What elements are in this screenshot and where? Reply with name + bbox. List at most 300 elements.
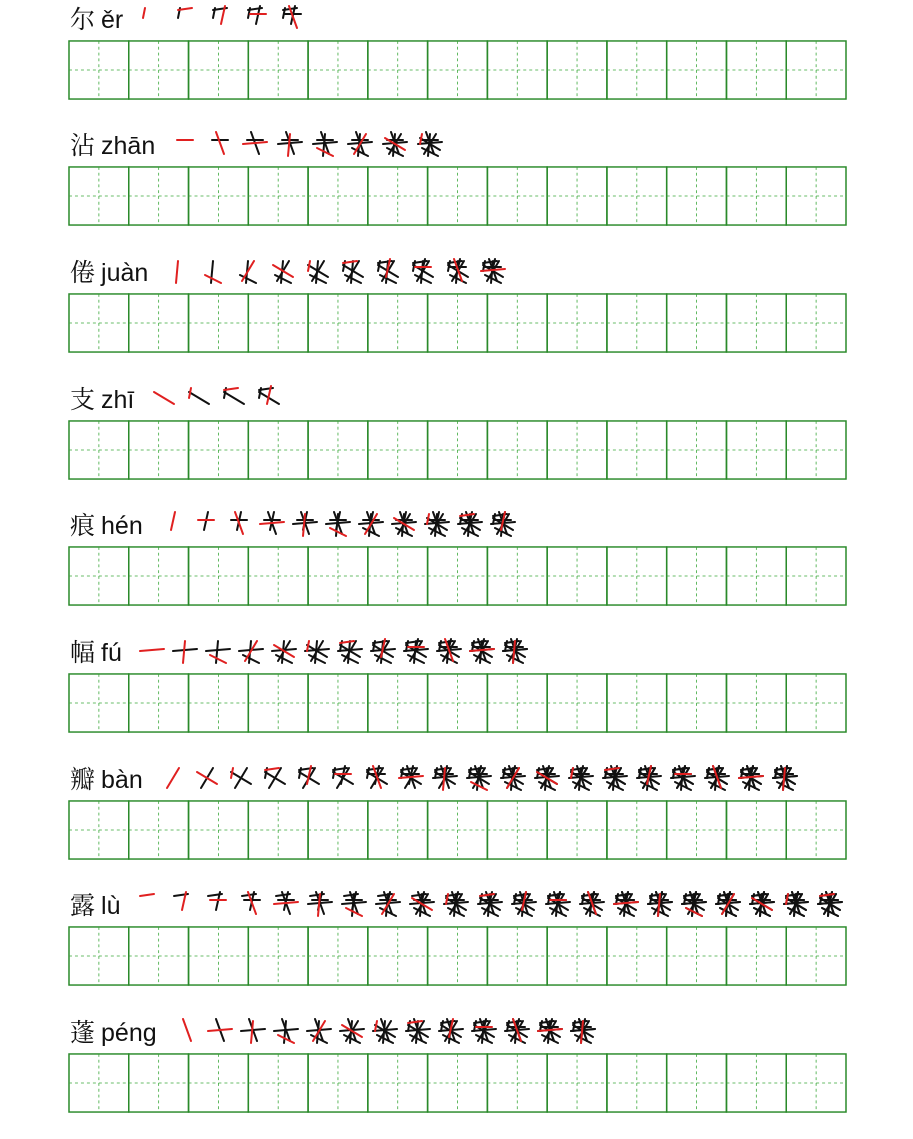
hanzi-character: 尔 [70, 5, 96, 34]
writing-cell[interactable] [189, 167, 249, 225]
stroke-glyph-icon [306, 890, 336, 920]
writing-cell[interactable] [607, 801, 667, 859]
writing-cell[interactable] [248, 674, 308, 732]
writing-cell[interactable] [189, 674, 249, 732]
stroke-step [423, 510, 456, 542]
writing-cell[interactable] [308, 294, 368, 352]
stroke-glyph-icon [324, 510, 354, 540]
stroke-step [192, 510, 225, 542]
writing-cell[interactable] [667, 1054, 727, 1112]
stroke-step [164, 257, 199, 289]
stroke-glyph-icon [536, 1017, 566, 1047]
writing-cell[interactable] [69, 294, 129, 352]
writing-cell[interactable] [547, 41, 607, 99]
writing-cell[interactable] [487, 41, 547, 99]
writing-cell[interactable] [248, 927, 308, 985]
stroke-step [476, 890, 510, 922]
stroke-glyph-icon [272, 890, 302, 920]
writing-cell[interactable] [428, 674, 488, 732]
entry-heading [70, 506, 522, 546]
writing-cell[interactable] [368, 421, 428, 479]
stroke-glyph-icon [234, 257, 264, 287]
practice-grid [68, 926, 847, 986]
stroke-glyph-icon [346, 130, 376, 160]
writing-cell[interactable] [487, 801, 547, 859]
writing-cell[interactable] [726, 294, 786, 352]
writing-cell[interactable] [428, 547, 488, 605]
writing-cell[interactable] [129, 927, 189, 985]
stroke-glyph-icon [150, 384, 180, 414]
stroke-glyph-icon [437, 1017, 467, 1047]
stroke-glyph-icon [206, 130, 236, 160]
stroke-order-sequence [171, 130, 451, 162]
writing-cell[interactable] [607, 1054, 667, 1112]
writing-cell[interactable] [69, 801, 129, 859]
pinyin-label: ěr [101, 6, 124, 34]
stroke-glyph-icon [272, 1017, 302, 1047]
stroke-step [170, 890, 204, 922]
practice-grid [68, 1053, 847, 1113]
stroke-step [503, 1017, 536, 1049]
writing-cell[interactable] [308, 674, 368, 732]
stroke-step [390, 510, 423, 542]
stroke-glyph-icon [371, 1017, 401, 1047]
stroke-step [150, 384, 185, 416]
writing-cell[interactable] [786, 547, 846, 605]
stroke-glyph-icon [227, 764, 257, 794]
stroke-step [204, 890, 238, 922]
stroke-glyph-icon [305, 1017, 335, 1047]
writing-cell[interactable] [726, 167, 786, 225]
writing-cell[interactable] [428, 421, 488, 479]
writing-cell[interactable] [786, 674, 846, 732]
stroke-step [204, 637, 237, 669]
stroke-glyph-icon [311, 130, 341, 160]
stroke-glyph-icon [279, 4, 309, 34]
stroke-glyph-icon [269, 257, 299, 287]
stroke-glyph-icon [357, 510, 387, 540]
writing-cell[interactable] [189, 801, 249, 859]
writing-cell[interactable] [308, 927, 368, 985]
stroke-step [501, 637, 534, 669]
writing-cell[interactable] [547, 167, 607, 225]
stroke-glyph-icon [340, 890, 370, 920]
writing-cell[interactable] [248, 167, 308, 225]
stroke-step [336, 637, 369, 669]
stroke-step [470, 1017, 503, 1049]
stroke-glyph-icon [329, 764, 359, 794]
pinyin-label: zhī [101, 386, 135, 414]
stroke-glyph-icon [199, 257, 229, 287]
stroke-glyph-icon [241, 130, 271, 160]
stroke-step [258, 510, 291, 542]
stroke-step [578, 890, 612, 922]
writing-cell[interactable] [726, 801, 786, 859]
stroke-step [703, 764, 737, 796]
stroke-glyph-icon [680, 890, 710, 920]
stroke-glyph-icon [501, 637, 531, 667]
writing-cell[interactable] [667, 801, 727, 859]
writing-cell[interactable] [547, 1054, 607, 1112]
stroke-order-sequence [159, 764, 805, 796]
stroke-step [737, 764, 771, 796]
stroke-glyph-icon [669, 764, 699, 794]
stroke-step [816, 890, 850, 922]
stroke-step [239, 1017, 272, 1049]
character-entry [0, 633, 913, 759]
stroke-glyph-icon [533, 764, 563, 794]
stroke-glyph-icon [470, 1017, 500, 1047]
stroke-step [279, 4, 314, 36]
stroke-glyph-icon [138, 637, 168, 667]
stroke-step [431, 764, 465, 796]
writing-cell[interactable] [726, 1054, 786, 1112]
stroke-step [340, 890, 374, 922]
stroke-step [669, 764, 703, 796]
stroke-glyph-icon [174, 4, 204, 34]
stroke-glyph-icon [703, 764, 733, 794]
writing-cell[interactable] [308, 547, 368, 605]
stroke-step [397, 764, 431, 796]
stroke-glyph-icon [748, 890, 778, 920]
writing-cell[interactable] [189, 294, 249, 352]
stroke-glyph-icon [193, 764, 223, 794]
stroke-glyph-icon [291, 510, 321, 540]
stroke-glyph-icon [220, 384, 250, 414]
stroke-glyph-icon [646, 890, 676, 920]
character-entry [0, 506, 913, 632]
stroke-glyph-icon [499, 764, 529, 794]
pinyin-label: juàn [101, 259, 149, 287]
writing-cell[interactable] [248, 801, 308, 859]
stroke-step [171, 637, 204, 669]
stroke-glyph-icon [170, 890, 200, 920]
writing-cell[interactable] [69, 421, 129, 479]
practice-grid [68, 166, 847, 226]
writing-cell[interactable] [428, 41, 488, 99]
stroke-step [324, 510, 357, 542]
character-entry [0, 126, 913, 252]
writing-cell[interactable] [129, 167, 189, 225]
stroke-glyph-icon [714, 890, 744, 920]
writing-cell[interactable] [607, 547, 667, 605]
stroke-glyph-icon [139, 4, 169, 34]
writing-cell[interactable] [129, 801, 189, 859]
stroke-step [276, 130, 311, 162]
stroke-step [199, 257, 234, 289]
stroke-glyph-icon [225, 510, 255, 540]
stroke-step [714, 890, 748, 922]
writing-cell[interactable] [129, 41, 189, 99]
writing-cell[interactable] [547, 421, 607, 479]
writing-cell[interactable] [667, 927, 727, 985]
stroke-glyph-icon [782, 890, 812, 920]
stroke-step [339, 257, 374, 289]
stroke-step [363, 764, 397, 796]
pinyin-label: fú [101, 639, 122, 667]
entry-heading [70, 633, 534, 673]
stroke-glyph-icon [503, 1017, 533, 1047]
writing-cell[interactable] [607, 927, 667, 985]
writing-cell[interactable] [189, 927, 249, 985]
writing-cell[interactable] [667, 41, 727, 99]
writing-cell[interactable] [69, 167, 129, 225]
stroke-step [270, 637, 303, 669]
character-entry [0, 380, 913, 506]
writing-cell[interactable] [368, 547, 428, 605]
stroke-glyph-icon [435, 637, 465, 667]
stroke-step [748, 890, 782, 922]
stroke-step [369, 637, 402, 669]
writing-cell[interactable] [786, 1054, 846, 1112]
stroke-glyph-icon [416, 130, 446, 160]
writing-cell[interactable] [667, 674, 727, 732]
stroke-step [374, 257, 409, 289]
writing-cell[interactable] [368, 1054, 428, 1112]
writing-cell[interactable] [368, 927, 428, 985]
writing-cell[interactable] [368, 674, 428, 732]
stroke-order-sequence [164, 257, 514, 289]
writing-cell[interactable] [607, 41, 667, 99]
stroke-step [479, 257, 514, 289]
stroke-step [261, 764, 295, 796]
writing-cell[interactable] [726, 421, 786, 479]
writing-cell[interactable] [487, 547, 547, 605]
stroke-glyph-icon [204, 637, 234, 667]
writing-cell[interactable] [786, 41, 846, 99]
stroke-glyph-icon [456, 510, 486, 540]
writing-cell[interactable] [308, 1054, 368, 1112]
hanzi-character: 支 [70, 385, 96, 414]
writing-cell[interactable] [786, 927, 846, 985]
writing-cell[interactable] [487, 674, 547, 732]
pinyin-label: bàn [101, 766, 143, 794]
stroke-glyph-icon [185, 384, 215, 414]
writing-cell[interactable] [189, 41, 249, 99]
stroke-step [272, 890, 306, 922]
stroke-step [185, 384, 220, 416]
stroke-step [499, 764, 533, 796]
writing-cell[interactable] [368, 801, 428, 859]
stroke-glyph-icon [363, 764, 393, 794]
writing-cell[interactable] [428, 1054, 488, 1112]
writing-cell[interactable] [428, 801, 488, 859]
pinyin-label: lù [101, 892, 121, 920]
writing-cell[interactable] [308, 421, 368, 479]
writing-cell[interactable] [189, 421, 249, 479]
writing-cell[interactable] [786, 421, 846, 479]
writing-cell[interactable] [129, 1054, 189, 1112]
writing-cell[interactable] [308, 801, 368, 859]
writing-cell[interactable] [69, 674, 129, 732]
writing-cell[interactable] [726, 547, 786, 605]
stroke-step [442, 890, 476, 922]
writing-cell[interactable] [69, 547, 129, 605]
writing-cell[interactable] [428, 167, 488, 225]
entry-heading [70, 1013, 602, 1053]
writing-cell[interactable] [607, 674, 667, 732]
writing-cell[interactable] [547, 294, 607, 352]
stroke-glyph-icon [423, 510, 453, 540]
writing-cell[interactable] [248, 294, 308, 352]
stroke-step [468, 637, 501, 669]
writing-cell[interactable] [786, 167, 846, 225]
stroke-glyph-icon [578, 890, 608, 920]
writing-cell[interactable] [308, 167, 368, 225]
practice-grid [68, 673, 847, 733]
stroke-order-sequence [138, 637, 534, 669]
writing-cell[interactable] [726, 674, 786, 732]
writing-cell[interactable] [368, 167, 428, 225]
stroke-step [136, 890, 170, 922]
writing-cell[interactable] [607, 294, 667, 352]
pinyin-label: hén [101, 512, 143, 540]
writing-cell[interactable] [547, 927, 607, 985]
stroke-step [227, 764, 261, 796]
writing-cell[interactable] [368, 294, 428, 352]
hanzi-character: 痕 [70, 511, 96, 540]
stroke-glyph-icon [238, 890, 268, 920]
hanzi-character: 瓣 [70, 765, 96, 794]
writing-cell[interactable] [69, 41, 129, 99]
stroke-glyph-icon [465, 764, 495, 794]
hanzi-character: 幅 [70, 638, 96, 667]
writing-cell[interactable] [607, 421, 667, 479]
stroke-step [193, 764, 227, 796]
hanzi-character: 倦 [70, 258, 96, 287]
writing-cell[interactable] [129, 294, 189, 352]
stroke-step [295, 764, 329, 796]
stroke-order-sequence [150, 384, 290, 416]
writing-cell[interactable] [248, 41, 308, 99]
writing-cell[interactable] [547, 801, 607, 859]
stroke-glyph-icon [816, 890, 846, 920]
writing-cell[interactable] [428, 294, 488, 352]
hanzi-character: 露 [70, 891, 96, 920]
writing-cell[interactable] [69, 1054, 129, 1112]
writing-cell[interactable] [368, 41, 428, 99]
entry-heading [70, 0, 314, 40]
writing-cell[interactable] [248, 1054, 308, 1112]
writing-cell[interactable] [428, 927, 488, 985]
writing-cell[interactable] [667, 547, 727, 605]
stroke-step [338, 1017, 371, 1049]
writing-cell[interactable] [667, 167, 727, 225]
stroke-step [409, 257, 444, 289]
stroke-glyph-icon [338, 1017, 368, 1047]
writing-cell[interactable] [547, 674, 607, 732]
stroke-step [782, 890, 816, 922]
writing-cell[interactable] [667, 294, 727, 352]
writing-cell[interactable] [547, 547, 607, 605]
stroke-glyph-icon [402, 637, 432, 667]
stroke-glyph-icon [510, 890, 540, 920]
stroke-glyph-icon [209, 4, 239, 34]
stroke-glyph-icon [381, 130, 411, 160]
stroke-glyph-icon [489, 510, 519, 540]
writing-cell[interactable] [189, 1054, 249, 1112]
hanzi-character: 蓬 [70, 1018, 96, 1047]
stroke-glyph-icon [164, 257, 194, 287]
stroke-step [220, 384, 255, 416]
stroke-step [303, 637, 336, 669]
entry-heading [70, 380, 290, 420]
stroke-glyph-icon [336, 637, 366, 667]
stroke-step [444, 257, 479, 289]
stroke-step [402, 637, 435, 669]
hanzi-character: 沾 [70, 131, 96, 160]
writing-cell[interactable] [487, 1054, 547, 1112]
practice-grid [68, 293, 847, 353]
writing-cell[interactable] [726, 927, 786, 985]
stroke-glyph-icon [171, 130, 201, 160]
stroke-step [680, 890, 714, 922]
stroke-step [206, 1017, 239, 1049]
stroke-glyph-icon [476, 890, 506, 920]
writing-cell[interactable] [189, 547, 249, 605]
writing-cell[interactable] [667, 421, 727, 479]
stroke-glyph-icon [255, 384, 285, 414]
stroke-glyph-icon [258, 510, 288, 540]
stroke-step [646, 890, 680, 922]
stroke-step [234, 257, 269, 289]
writing-cell[interactable] [487, 167, 547, 225]
stroke-order-sequence [136, 890, 850, 922]
writing-cell[interactable] [607, 167, 667, 225]
stroke-glyph-icon [737, 764, 767, 794]
entry-heading [70, 253, 514, 293]
writing-cell[interactable] [129, 421, 189, 479]
writing-cell[interactable] [248, 547, 308, 605]
stroke-step [304, 257, 339, 289]
entry-heading [70, 886, 850, 926]
stroke-glyph-icon [408, 890, 438, 920]
writing-cell[interactable] [726, 41, 786, 99]
writing-cell[interactable] [786, 294, 846, 352]
stroke-step [291, 510, 324, 542]
stroke-step [567, 764, 601, 796]
pinyin-label: zhān [101, 132, 156, 160]
stroke-glyph-icon [612, 890, 642, 920]
stroke-glyph-icon [374, 257, 404, 287]
writing-cell[interactable] [487, 294, 547, 352]
writing-cell[interactable] [248, 421, 308, 479]
stroke-glyph-icon [374, 890, 404, 920]
stroke-step [269, 257, 304, 289]
writing-cell[interactable] [487, 421, 547, 479]
stroke-glyph-icon [136, 890, 166, 920]
stroke-step [456, 510, 489, 542]
writing-cell[interactable] [129, 547, 189, 605]
writing-cell[interactable] [308, 41, 368, 99]
pinyin-label: péng [101, 1019, 157, 1047]
stroke-step [255, 384, 290, 416]
writing-cell[interactable] [786, 801, 846, 859]
stroke-glyph-icon [239, 1017, 269, 1047]
writing-cell[interactable] [129, 674, 189, 732]
stroke-order-sequence [139, 4, 314, 36]
stroke-step [381, 130, 416, 162]
writing-cell[interactable] [69, 927, 129, 985]
stroke-step [311, 130, 346, 162]
stroke-step [569, 1017, 602, 1049]
stroke-step [237, 637, 270, 669]
stroke-step [139, 4, 174, 36]
stroke-step [206, 130, 241, 162]
stroke-step [489, 510, 522, 542]
writing-cell[interactable] [487, 927, 547, 985]
stroke-step [465, 764, 499, 796]
